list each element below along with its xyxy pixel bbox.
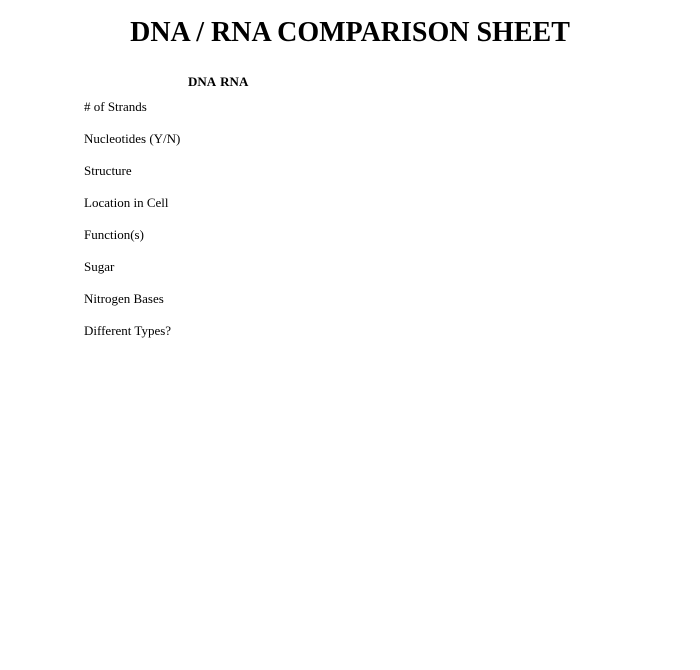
- row-label-nucleotides: Nucleotides (Y/N): [84, 131, 181, 146]
- row-label-list: [84, 98, 180, 354]
- row-label-sugar: Sugar: [84, 259, 115, 274]
- row-label-functions: Function(s): [84, 227, 144, 242]
- row-label-structure: Structure: [84, 163, 132, 178]
- row-label-different-types: Different Types?: [84, 323, 172, 338]
- column-header-rna: RNA: [220, 74, 249, 89]
- column-headers: [188, 73, 248, 91]
- row-label-nitrogen-bases: Nitrogen Bases: [84, 291, 164, 306]
- column-header-dna: DNA: [188, 74, 217, 89]
- page-title: DNA / RNA COMPARISON SHEET: [130, 17, 570, 48]
- row-label-strands: # of Strands: [84, 99, 147, 114]
- row-label-location: Location in Cell: [84, 195, 169, 210]
